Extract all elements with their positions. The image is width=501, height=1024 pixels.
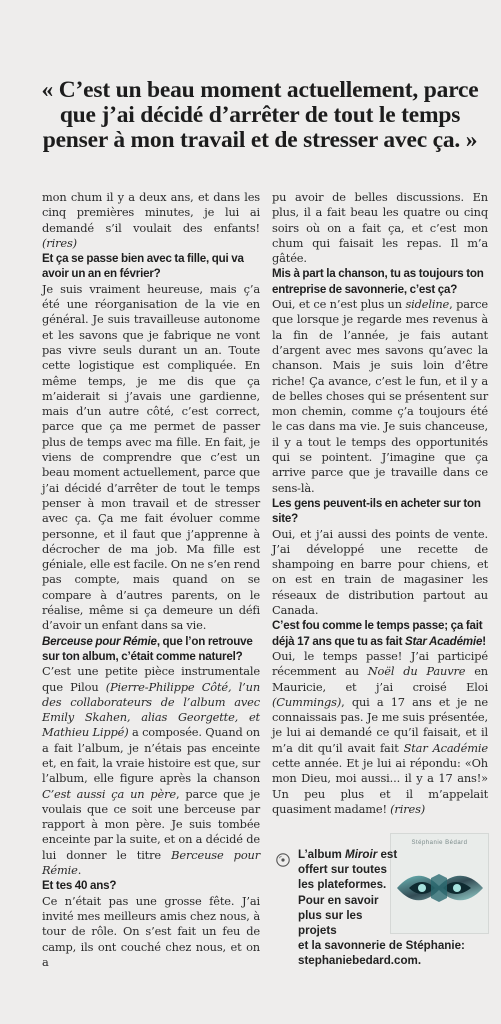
promo-intro: [298, 847, 398, 938]
paragraph: pu avoir de belles discussions. En plus, il a fait beau les quatre ou cinq soirs où on a fait ça, et c’est mon chum qui faisait les repas. Il m’a gâtée.: [272, 190, 488, 266]
text: est offert sur toutes les plateformes. Pour en savoir plus sur les projets: [298, 848, 398, 938]
disc-icon: [276, 853, 290, 867]
song-title: C’est aussi ça un père: [42, 786, 176, 801]
text: , que l’on retrouve sur ton album, c’était comme naturel?: [42, 634, 253, 663]
text-italic: (Pierre-Philippe Côté, l’un des collaborateurs de l’album avec Emily Skahen, alias Georgette, et Mathieu Lippé): [42, 679, 261, 740]
interview-answer: Oui, et j’ai aussi des points de vente. J’ai développé une recette de shampoing en barre pour chiens, et on est en train de magasiner les réseaux de distribution partout au Canada.: [272, 526, 488, 618]
interview-question: Et tes 40 ans?: [42, 879, 117, 893]
text: L’album: [298, 848, 346, 861]
interview-answer: Je suis vraiment heureuse, mais ç’a été une réorganisation de la vie en général. Je suis travailleuse autonome et les savons que je fabrique ne vont pas vivre seuls durant un an. Toute cette logistique est compliquée. En même temps, je me dis que ça m’aiderait si j’avais une gardienne, mais d’un autre côté, c’est correct, parce que ça me permet de passer plus de temps avec ma fille. En fait, je viens de comprendre que c’est un beau moment actuellement, parce que j’ai décidé d’arrêter de tout le temps penser à mon travail et de stresser avec ça. Ça me fait évoluer comme personne, et il faut que j’apprenne à décrocher de ma job. Ma fille est géniale, elle est facile. On ne s’en rend pas compte, mais quand on se compare à d’autres parents, on le réalise, même si ça demeure un défi d’avoir un enfant dans sa vie.: [42, 281, 260, 633]
interview-answer: [272, 297, 488, 496]
song-title: Berceuse pour Rémie: [42, 634, 157, 648]
text: Oui, et ce n’est plus un: [272, 297, 406, 312]
album-promo: [270, 833, 490, 991]
text: cette année. Et je lui ai répondu: «Oh mon Dieu, moi aussi... il y a 17 ans!» Un peu plus et il m’appelait quasiment madame!: [272, 755, 488, 816]
text: a composée. Quand on a fait l’album, je n’étais pas enceinte et, en fait, la vraie histoire est que, sur l’album, elle figure après la chanson: [42, 725, 260, 786]
promo-text: [298, 847, 488, 969]
text-italic: sideline: [405, 297, 450, 312]
event-title: Noël du Pauvre: [367, 664, 466, 679]
text: en Mauricie, et j’ai croisé Eloi: [272, 664, 488, 694]
interview-question: Les gens peuvent-ils en acheter sur ton site?: [272, 496, 481, 526]
text: , parce que lorsque je regarde mes revenus à la fin de l’année, je fais autant d’argent avec mes savons qu’avec la chanson. Mais je suis loin d’être riche! Ça avance, c’est le fun, et il y a de belles choses qui se présentent sur mon chemin, comme ç’a toujours été le cas dans ma vie. Je suis chanceuse, il y a tout le temps des opportunités qui se pointent. J’imagine que ça arrive parce que je travaille dans ce sens-là.: [272, 297, 488, 495]
album-title: Miroir: [345, 848, 378, 861]
text-italic: (rires): [42, 235, 77, 250]
album-cover-artist: Stéphanie Bédard: [411, 840, 468, 846]
text: !: [482, 634, 486, 648]
show-title: Star Académie: [403, 740, 488, 755]
text: , parce que je voulais que ce soit une berceuse par rapport à mon père. Je suis tombée enceinte par la suite, et on a décidé de lui donner le titre: [42, 786, 260, 862]
text-italic: (rires): [390, 801, 426, 816]
interview-question: [272, 618, 488, 649]
promo-website: et la savonnerie de Stéphanie: stephaniebedard.com.: [298, 939, 465, 968]
interview-question: [42, 634, 260, 665]
interview-answer: [42, 664, 260, 878]
text: mon chum il y a deux ans, et dans les cinq premières minutes, je lui ai demandé s’il voulait des enfants!: [42, 190, 260, 235]
interview-answer: [272, 649, 488, 817]
pull-quote: « C’est un beau moment actuellement, parce que j’ai décidé d’arrêter de tout le temps penser à mon travail et de stresser avec ça. »: [41, 77, 479, 153]
interview-question: Et ça se passe bien avec ta fille, qui va avoir un an en février?: [42, 252, 244, 281]
show-title: Star Académie: [404, 634, 483, 648]
text: .: [77, 863, 82, 878]
song-title: Berceuse pour Rémie: [42, 847, 261, 878]
article-column-left: [42, 190, 260, 970]
article-column-right: [272, 190, 488, 817]
text: C’est une petite pièce instrumentale que Pilou: [42, 664, 260, 694]
text: Oui, le temps passe! J’ai participé récemment au: [272, 648, 488, 679]
interview-answer: Ce n’était pas une grosse fête. J’ai invité mes meilleurs amis chez nous, à tour de rôle. On s’est fait un feu de camp, ils ont couché chez nous, et on a: [42, 893, 260, 969]
text: , qui a 17 ans et je ne connaissais pas. Je me suis présentée, je lui ai demandé ce qu’il faisait, et il m’a dit qu’il avait fait: [272, 694, 488, 755]
text-italic: (Cummings): [272, 694, 342, 709]
interview-question: Mis à part la chanson, tu as toujours ton entreprise de savonnerie, c’est ça?: [272, 267, 484, 296]
text: C’est fou comme le temps passe; ça fait déjà 17 ans que tu as fait: [272, 619, 483, 648]
paragraph: [42, 190, 260, 251]
